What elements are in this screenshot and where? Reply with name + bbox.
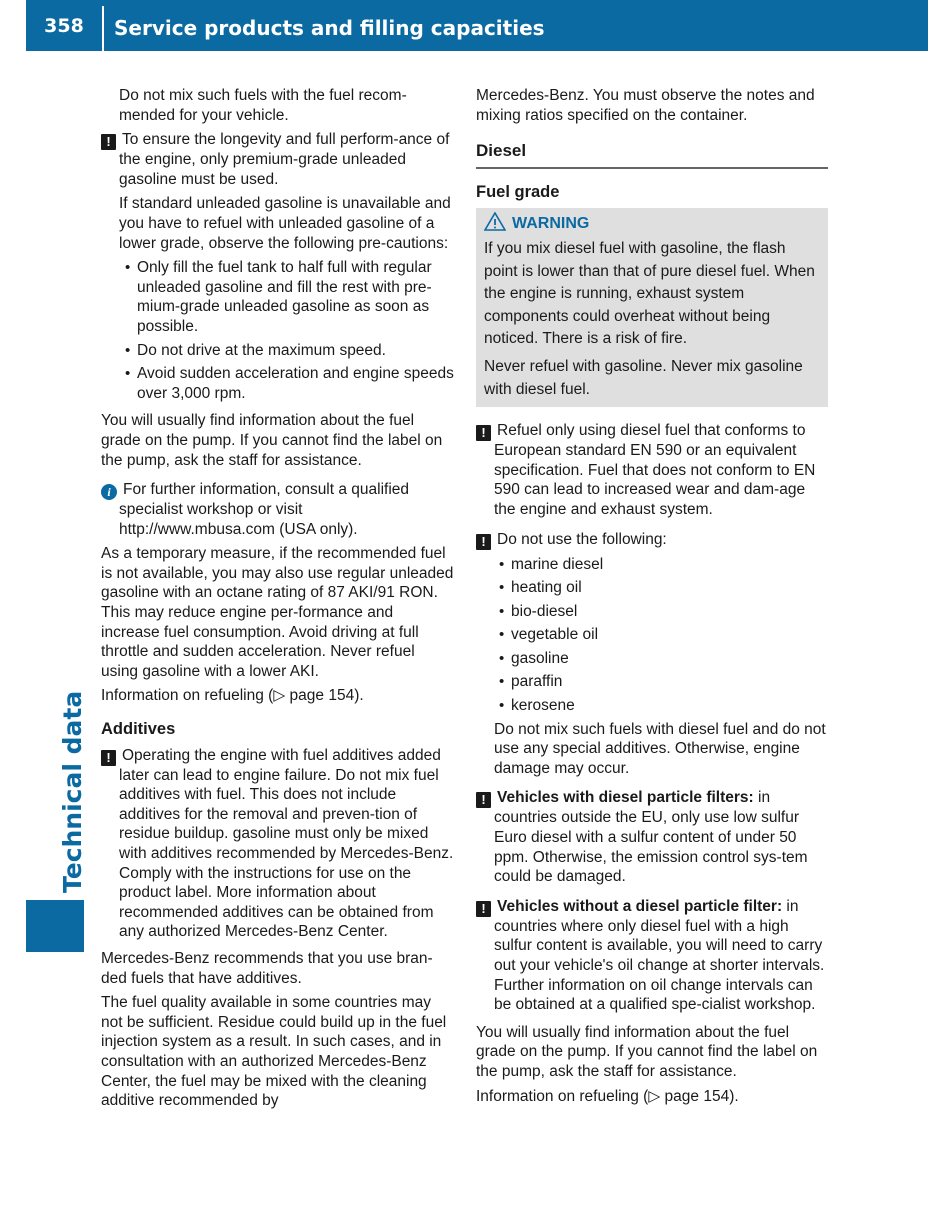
list-item-text: Do not drive at the maximum speed. (137, 341, 386, 359)
info-icon: i (101, 484, 117, 500)
page-number: 358 (44, 14, 84, 37)
note-text: For further information, consult a qualified specialist workshop or visit http://www.mbusa.com (USA only). (119, 481, 410, 538)
bullet-icon: • (499, 626, 505, 644)
list-item (476, 602, 828, 622)
warning-label: WARNING (512, 215, 590, 233)
list-item-text: gasoline (511, 649, 569, 667)
paragraph: Mercedes-Benz recommends that you use bran-ded fuels that have additives. (101, 949, 433, 987)
page-header (26, 0, 928, 51)
note-text: Operating the engine with fuel additives added later can lead to engine failure. Do not mix fuel additives with fuel. This does not include additives for the removal and preven-tion of residue buildup. gasoline must only be mixed with additives recommended by Mercedes-Benz. Comply with the instructions for use on the product label. More information about recommended additives can be obtained from any authorized Mercedes-Benz Center. (119, 746, 454, 941)
note-text: in countries where only diesel fuel with a high sulfur content is available, you will need to carry out your vehicle's oil change at shorter intervals. Further information on oil change intervals can be obtained at a qualified spe-cialist workshop. (494, 897, 825, 1014)
caution-note (476, 530, 828, 550)
bullet-icon: • (499, 673, 505, 691)
bullet-icon: • (499, 649, 505, 667)
paragraph: As a temporary measure, if the recommended fuel is not available, you may also use regular unleaded gasoline with an octane rating of 87 AKI/91 RON. This may reduce engine per-formance and increase fuel consumption. Avoid driving at full throttle and sudden acceleration. Never refuel using gasoline with a lower AKI. (101, 545, 454, 680)
left-column (101, 86, 454, 1116)
additives-heading: Additives (101, 720, 176, 739)
bullet-icon: • (125, 341, 131, 359)
list-item-text: Only fill the fuel tank to half full with regular unleaded gasoline and fill the rest with pre-mium-grade unleaded gasoline as soon as possible. (137, 259, 432, 335)
paragraph: You will usually find information about the fuel grade on the pump. If you cannot find the label on the pump, ask the staff for assistance. (476, 1023, 818, 1080)
list-item (101, 364, 454, 403)
exclamation-icon: ! (476, 901, 491, 917)
list-item (476, 696, 828, 716)
list-item-text: kerosene (511, 697, 575, 715)
list-item (476, 672, 828, 692)
page-reference: Information on refueling (▷ page 154). (476, 1087, 739, 1105)
diesel-section-heading: Diesel (476, 141, 828, 169)
note-text: Do not use the following: (497, 530, 667, 548)
page-title: Service products and filling capacities (114, 16, 545, 40)
list-item-text: bio-diesel (511, 602, 578, 620)
note-text: in countries outside the EU, only use low sulfur Euro diesel with a sulfur content of under 50 ppm. Otherwise, the emission control sys-tem could be damaged. (494, 789, 808, 886)
list-item (476, 555, 828, 575)
exclamation-icon: ! (476, 792, 491, 808)
side-tab-marker (26, 900, 84, 952)
exclamation-icon: ! (476, 534, 491, 550)
list-item-text: paraffin (511, 673, 563, 691)
list-item-text: vegetable oil (511, 626, 599, 644)
exclamation-icon: ! (101, 750, 116, 766)
list-item-text: heating oil (511, 579, 582, 597)
caution-note (101, 130, 454, 189)
bullet-icon: • (499, 579, 505, 597)
list-item (101, 258, 454, 336)
fuel-grade-heading: Fuel grade (476, 182, 560, 201)
warning-text: Never refuel with gasoline. Never mix gasoline with diesel fuel. (484, 357, 803, 398)
caution-note (476, 897, 828, 1015)
note-bold-lead: Vehicles without a diesel particle filter: (497, 897, 783, 915)
warning-triangle-icon (484, 212, 506, 231)
caution-note (476, 421, 828, 519)
list-item-text: marine diesel (511, 555, 604, 573)
list-item (476, 649, 828, 669)
bullet-icon: • (125, 259, 131, 277)
info-note (101, 480, 454, 539)
warning-text: If you mix diesel fuel with gasoline, the flash point is lower than that of pure diesel fuel. When the engine is running, exhaust system components could overheat without being noticed. There is a risk of fire. (484, 239, 815, 348)
exclamation-icon: ! (101, 134, 116, 150)
warning-header (484, 212, 820, 234)
side-tab-label: Technical data (58, 690, 87, 893)
paragraph: Mercedes-Benz. You must observe the notes and mixing ratios specified on the container. (476, 87, 815, 124)
right-column (476, 86, 828, 1111)
bullet-icon: • (499, 697, 505, 715)
list-item-text: Avoid sudden acceleration and engine speeds over 3,000 rpm. (137, 365, 454, 402)
note-text: Refuel only using diesel fuel that conforms to European standard EN 590 or an equivalent specification. Fuel that does not conform to EN 590 can lead to increased wear and dam-age the engine and exhaust system. (494, 422, 816, 518)
list-item (476, 578, 828, 598)
bullet-icon: • (499, 602, 505, 620)
paragraph: The fuel quality available in some countries may not be sufficient. Residue could build up in the fuel injection system as a result. In such cases, and in consultation with an authorized Mercedes-Benz Center, the fuel may be mixed with the cleaning additive recommended by (101, 994, 447, 1110)
paragraph: Do not mix such fuels with the fuel recom-mended for your vehicle. (119, 87, 407, 124)
paragraph: Do not mix such fuels with diesel fuel and do not use any special additives. Otherwise, engine damage may occur. (494, 720, 826, 777)
exclamation-icon: ! (476, 425, 491, 441)
paragraph: You will usually find information about the fuel grade on the pump. If you cannot find the label on the pump, ask the staff for assistance. (101, 412, 443, 469)
caution-note (101, 746, 454, 942)
bullet-icon: • (499, 555, 505, 573)
page-reference: Information on refueling (▷ page 154). (101, 687, 364, 705)
paragraph: If standard unleaded gasoline is unavailable and you have to refuel with unleaded gasoline of a lower grade, observe the following pre-cautions: (119, 195, 451, 252)
caution-note (476, 788, 828, 886)
list-item (101, 341, 454, 361)
warning-box (476, 208, 828, 407)
bullet-icon: • (125, 365, 131, 383)
note-text: To ensure the longevity and full perform-ance of the engine, only premium-grade unleaded gasoline must be used. (119, 131, 450, 188)
note-bold-lead: Vehicles with diesel particle filters: (497, 789, 754, 807)
list-item (476, 625, 828, 645)
header-divider (102, 6, 104, 51)
